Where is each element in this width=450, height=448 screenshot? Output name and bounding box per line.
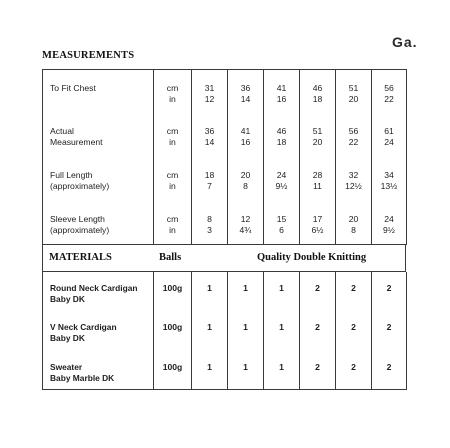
size-value: 31 [204,83,215,93]
material-row [43,350,407,390]
ball-count: 2 [386,361,392,372]
ball-count: 2 [336,272,372,310]
size-value: 9½ [383,224,395,235]
unit-line: cm [166,213,179,224]
materials-header [42,244,406,272]
size-value-cell [228,201,264,245]
unit-cell [154,113,192,157]
ball-count: 2 [300,350,336,390]
size-value-cell [372,201,407,245]
label-line: Full Length [50,170,93,180]
size-value: 61 [384,126,394,137]
measurement-label [43,201,154,245]
size-value-cell [372,113,407,157]
size-value: 46 [312,83,323,93]
unit-line: in [169,181,176,191]
measurement-row [43,157,407,201]
size-value: 12 [240,213,251,224]
size-value-cell [228,113,264,157]
size-value: 16 [240,137,251,148]
size-value: 7 [207,181,212,191]
size-value: 56 [348,126,359,137]
label-line: (approximately) [50,181,110,191]
ball-count: 1 [228,350,264,390]
measurement-row [43,70,407,114]
size-value: 9½ [275,181,288,191]
unit-line: in [169,137,176,148]
size-value: 18 [312,94,323,104]
size-value-cell [300,201,336,245]
size-value: 51 [312,126,323,137]
size-value: 6 [279,224,284,235]
ball-weight: 100g [154,272,192,310]
measurement-label [43,113,154,157]
materials-title: MATERIALS [49,252,112,263]
size-value: 24 [276,170,287,180]
size-value: 32 [348,170,359,180]
ball-count: 1 [228,310,264,349]
size-value: 18 [204,170,215,180]
size-value-cell [264,157,300,201]
size-value: 34 [384,170,394,180]
ball-count: 1 [264,310,300,349]
ball-count: 2 [336,350,372,390]
size-value: 36 [240,83,251,93]
unit-cell [154,70,192,114]
size-value-cell [336,113,372,157]
size-value: 8 [243,181,248,191]
size-value: 51 [348,83,359,93]
ball-weight: 100g [154,310,192,349]
ball-count: 1 [192,272,228,310]
size-value: 12 [204,94,215,104]
ball-count: 1 [192,310,228,349]
size-value-cell [192,157,228,201]
size-value: 12½ [345,181,362,191]
label-line: Measurement [50,137,103,148]
material-label-line: V Neck Cardigan [50,322,117,333]
size-value-cell [372,157,407,201]
size-value: 41 [276,83,287,93]
size-value: 8 [207,213,212,224]
unit-cell [154,157,192,201]
label-line: Actual [50,126,74,137]
size-value: 22 [384,94,394,104]
size-value: 20 [312,137,323,148]
ball-count: 1 [228,272,264,310]
unit-line: in [169,224,176,235]
size-value: 22 [348,137,359,148]
ball-count: 2 [386,283,392,293]
materials-table [42,272,407,390]
size-value: 20 [348,213,359,224]
size-value-cell [300,157,336,201]
size-value: 20 [240,170,251,180]
measurements-title: MEASUREMENTS [42,50,135,61]
ball-count: 2 [300,310,336,349]
material-row [43,272,407,310]
size-value-cell [192,113,228,157]
size-value: 46 [276,126,287,137]
size-value: 4¾ [239,224,252,235]
unit-line: cm [166,170,179,180]
ball-weight: 100g [154,350,192,390]
size-value: 24 [384,137,394,148]
ball-count: 2 [336,310,372,349]
material-label [43,350,154,390]
size-value-cell [228,70,264,114]
unit-cell [154,201,192,245]
size-value: 14 [240,94,251,104]
material-label [43,310,154,349]
measurement-label [43,70,154,114]
size-value: 28 [312,170,323,180]
size-value-cell [336,157,372,201]
measurement-row [43,113,407,157]
page-corner-text: Ga. [392,34,418,50]
unit-line: cm [166,126,179,137]
material-label [43,272,154,310]
size-value-cell [264,201,300,245]
ball-count: 1 [264,272,300,310]
size-value: 24 [384,213,394,224]
quality-label: Quality Double Knitting [257,252,367,263]
material-label-line: Round Neck Cardigan [50,283,138,293]
size-value-cell [300,70,336,114]
size-value-cell [336,70,372,114]
size-value: 56 [384,83,394,93]
size-value: 6½ [311,224,324,235]
ball-count: 1 [192,350,228,390]
size-value-cell [192,201,228,245]
size-value: 13½ [380,181,398,191]
ball-count: 1 [264,350,300,390]
size-value: 36 [204,126,215,137]
size-value: 41 [240,126,251,137]
material-label-line: Sweater [50,361,83,372]
size-value: 20 [348,94,359,104]
label-line: To Fit Chest [50,83,96,93]
measurement-row [43,201,407,245]
size-value-cell [264,70,300,114]
size-value: 17 [312,213,323,224]
size-value: 15 [276,213,287,224]
size-value-cell [264,113,300,157]
size-value: 3 [207,224,212,235]
material-label-line: Baby DK [50,294,85,304]
size-value-cell [192,70,228,114]
unit-line: in [169,94,176,104]
ball-count: 2 [386,322,392,333]
measurements-table [42,69,407,245]
material-label-line: Baby DK [50,333,85,344]
size-value-cell [336,201,372,245]
size-value-cell [228,157,264,201]
label-line: (approximately) [50,224,110,235]
size-value-cell [372,70,407,114]
size-value: 11 [313,181,322,191]
material-label-line: Baby Marble DK [50,372,115,383]
material-row [43,310,407,349]
measurement-label [43,157,154,201]
size-value-cell [300,113,336,157]
size-value: 18 [276,137,287,148]
ball-count: 2 [300,272,336,310]
size-value: 16 [276,94,287,104]
label-line: Sleeve Length [50,213,105,224]
size-value: 14 [204,137,215,148]
balls-label: Balls [159,252,182,263]
unit-line: cm [166,83,179,93]
size-value: 8 [351,224,356,235]
